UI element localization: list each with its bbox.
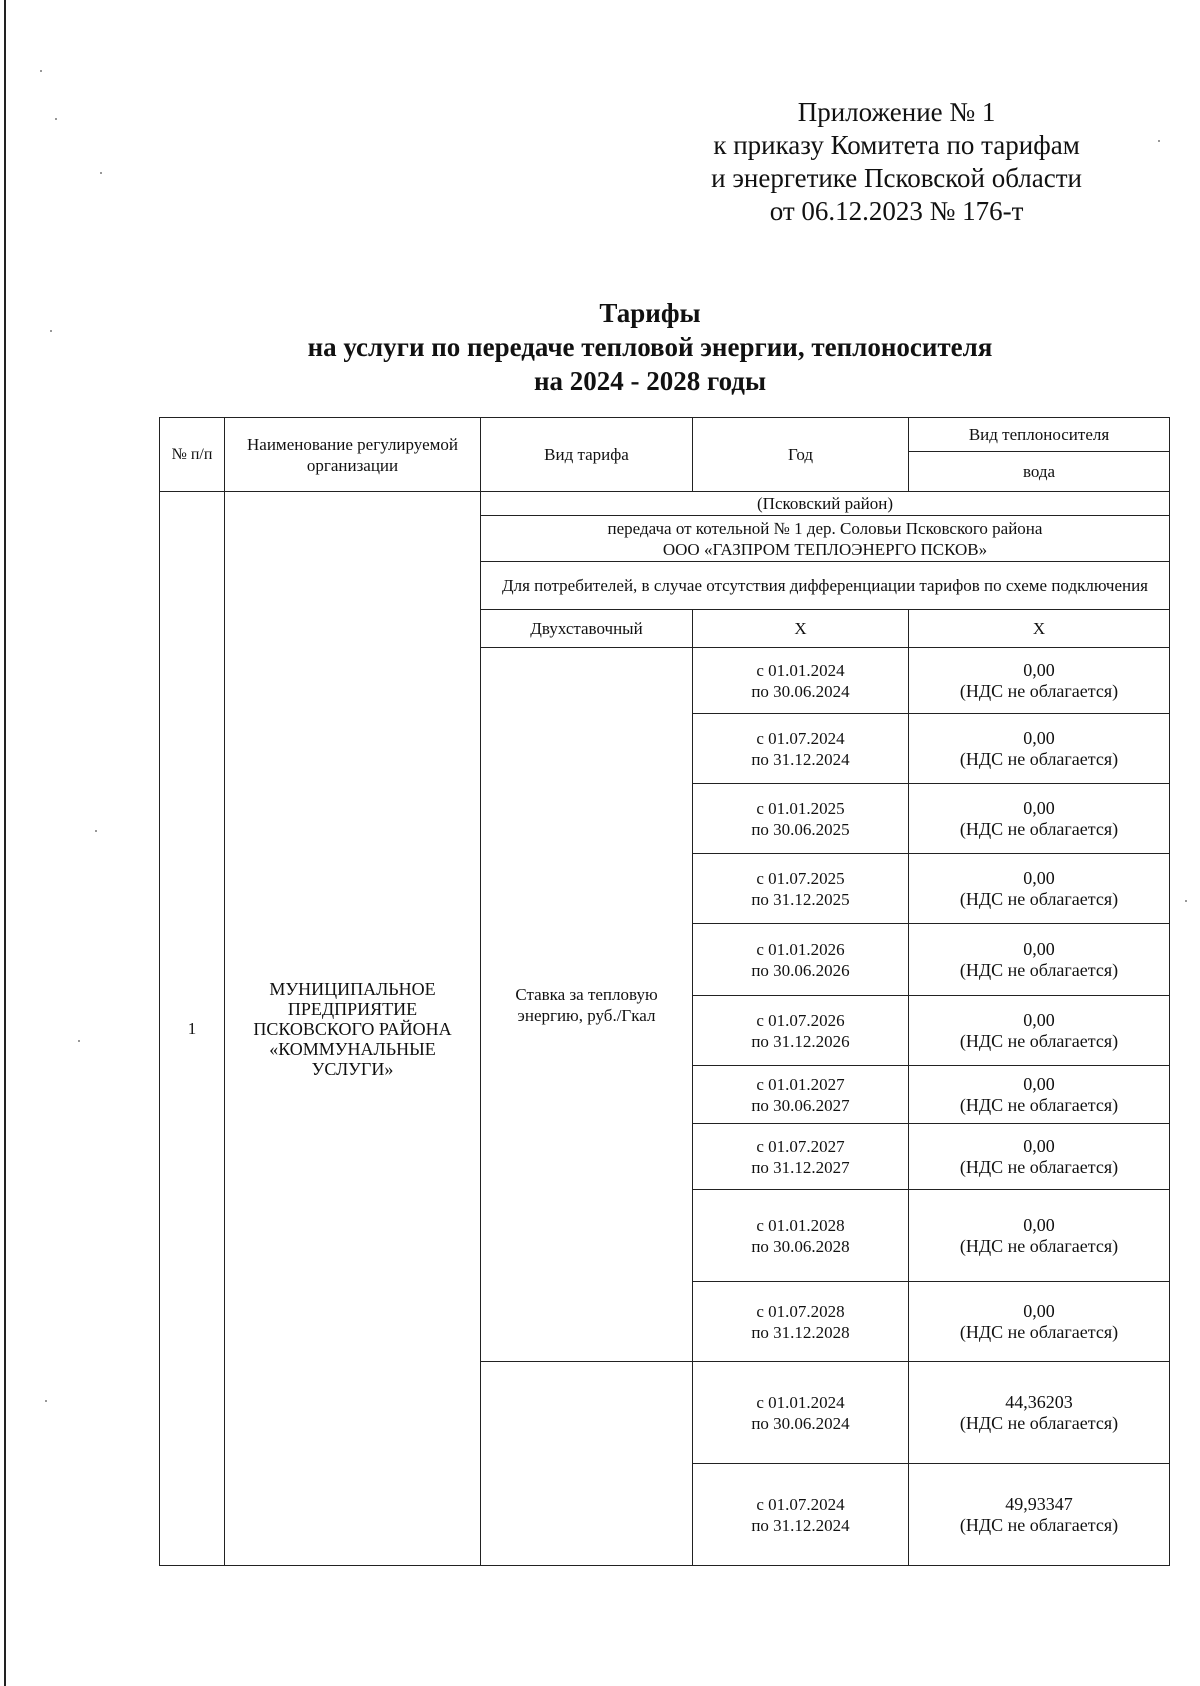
tariff-value: 49,93347	[1005, 1493, 1073, 1514]
scan-speck	[95, 830, 97, 832]
period-cell	[693, 1124, 909, 1190]
period-from: с 01.07.2025	[756, 868, 845, 888]
scan-speck	[1158, 140, 1160, 142]
scan-speck	[1185, 900, 1187, 902]
value-cell	[909, 1190, 1170, 1282]
tariff-value: 0,00	[1023, 797, 1055, 818]
vat-note: (НДС не облагается)	[959, 1030, 1119, 1051]
period-cell	[693, 1190, 909, 1282]
appendix-header	[711, 96, 1082, 228]
tariff-value: 0,00	[1023, 727, 1055, 748]
period-cell	[693, 784, 909, 854]
period-cell	[693, 648, 909, 714]
value-cell	[909, 1464, 1170, 1566]
value-cell	[909, 924, 1170, 996]
two-part-label: Двухставочный	[481, 610, 693, 648]
scan-speck	[78, 1040, 80, 1042]
period-from: с 01.01.2024	[756, 1392, 845, 1412]
tariff-value: 0,00	[1023, 938, 1055, 959]
tariff-value: 0,00	[1023, 659, 1055, 680]
vat-note: (НДС не облагается)	[959, 1514, 1119, 1535]
organization-name: МУНИЦИПАЛЬНОЕ ПРЕДПРИЯТИЕ ПСКОВСКОГО РАЙОНА «КОММУНАЛЬНЫЕ УСЛУГИ»	[225, 492, 481, 1566]
title-line-3: на 2024 - 2028 годы	[533, 366, 767, 396]
title-line-2: на услуги по передаче тепловой энергии, теплоносителя	[307, 332, 993, 362]
period-from: с 01.01.2027	[756, 1074, 845, 1094]
vat-note: (НДС не облагается)	[959, 680, 1119, 701]
scan-speck	[100, 172, 102, 174]
district-label: (Псковский район)	[481, 492, 1170, 516]
transfer-source	[481, 516, 1170, 562]
vat-note: (НДС не облагается)	[959, 818, 1119, 839]
period-to: по 30.06.2028	[751, 1236, 850, 1256]
period-from: с 01.07.2027	[756, 1136, 845, 1156]
period-cell	[693, 924, 909, 996]
scan-speck	[40, 70, 42, 72]
binding-edge	[4, 0, 6, 1686]
rate-label-empty	[481, 1362, 693, 1566]
appendix-order-ref: к приказу Комитета по тарифам	[713, 130, 1080, 160]
value-cell	[909, 854, 1170, 924]
transfer-line-2: ООО «ГАЗПРОМ ТЕПЛОЭНЕРГО ПСКОВ»	[662, 539, 988, 559]
period-cell	[693, 996, 909, 1066]
value-cell	[909, 714, 1170, 784]
tariff-value: 44,36203	[1005, 1391, 1073, 1412]
period-from: с 01.01.2025	[756, 798, 845, 818]
header-num: № п/п	[160, 418, 225, 492]
period-to: по 30.06.2025	[751, 819, 850, 839]
tariff-value: 0,00	[1023, 867, 1055, 888]
period-cell	[693, 1282, 909, 1362]
header-row	[160, 418, 1170, 452]
header-org: Наименование регулируемой организации	[225, 418, 481, 492]
period-from: с 01.01.2028	[756, 1215, 845, 1235]
row-number: 1	[160, 492, 225, 1566]
tariff-value: 0,00	[1023, 1214, 1055, 1235]
period-to: по 31.12.2027	[751, 1157, 850, 1177]
header-carrier-group: Вид теплоносителя	[909, 418, 1170, 452]
transfer-line-1: передача от котельной № 1 дер. Соловьи Псковского района	[607, 518, 1043, 538]
vat-note: (НДС не облагается)	[959, 959, 1119, 980]
value-cell	[909, 1282, 1170, 1362]
period-from: с 01.07.2028	[756, 1301, 845, 1321]
vat-note: (НДС не облагается)	[959, 888, 1119, 909]
scan-speck	[55, 118, 57, 120]
vat-note: (НДС не облагается)	[959, 1094, 1119, 1115]
value-cell	[909, 784, 1170, 854]
document-title	[0, 296, 1200, 398]
period-cell	[693, 1464, 909, 1566]
period-cell	[693, 714, 909, 784]
period-to: по 31.12.2028	[751, 1322, 850, 1342]
period-to: по 31.12.2024	[751, 1515, 850, 1535]
value-cell	[909, 996, 1170, 1066]
vat-note: (НДС не облагается)	[959, 1156, 1119, 1177]
value-cell	[909, 1066, 1170, 1124]
tariff-value: 0,00	[1023, 1009, 1055, 1030]
x-value: Х	[909, 610, 1170, 648]
appendix-number: Приложение № 1	[797, 97, 996, 127]
value-cell	[909, 1124, 1170, 1190]
period-from: с 01.07.2026	[756, 1010, 845, 1030]
period-to: по 31.12.2026	[751, 1031, 850, 1051]
x-year: Х	[693, 610, 909, 648]
value-cell	[909, 648, 1170, 714]
tariff-value: 0,00	[1023, 1073, 1055, 1094]
vat-note: (НДС не облагается)	[959, 748, 1119, 769]
period-cell	[693, 1362, 909, 1464]
appendix-committee: и энергетике Псковской области	[711, 163, 1082, 193]
period-from: с 01.01.2026	[756, 939, 845, 959]
tariff-value: 0,00	[1023, 1300, 1055, 1321]
header-year: Год	[693, 418, 909, 492]
consumers-label: Для потребителей, в случае отсутствия дифференциации тарифов по схеме подключения	[481, 562, 1170, 610]
period-to: по 30.06.2026	[751, 960, 850, 980]
period-to: по 30.06.2024	[751, 681, 850, 701]
period-cell	[693, 854, 909, 924]
table-row	[160, 492, 1170, 516]
vat-note: (НДС не облагается)	[959, 1321, 1119, 1342]
period-from: с 01.07.2024	[756, 1494, 845, 1514]
period-to: по 30.06.2027	[751, 1095, 850, 1115]
title-line-1: Тарифы	[599, 298, 701, 328]
appendix-date: от 06.12.2023 № 176-т	[769, 196, 1024, 226]
value-cell	[909, 1362, 1170, 1464]
header-carrier: вода	[909, 452, 1170, 492]
header-tariff-type: Вид тарифа	[481, 418, 693, 492]
period-from: с 01.01.2024	[756, 660, 845, 680]
tariff-table	[159, 417, 1170, 1566]
period-cell	[693, 1066, 909, 1124]
vat-note: (НДС не облагается)	[959, 1412, 1119, 1433]
scan-speck	[45, 1400, 47, 1402]
vat-note: (НДС не облагается)	[959, 1235, 1119, 1256]
period-to: по 31.12.2025	[751, 889, 850, 909]
period-to: по 31.12.2024	[751, 749, 850, 769]
tariff-value: 0,00	[1023, 1135, 1055, 1156]
rate-label: Ставка за тепловую энергию, руб./Гкал	[481, 648, 693, 1362]
period-from: с 01.07.2024	[756, 728, 845, 748]
period-to: по 30.06.2024	[751, 1413, 850, 1433]
